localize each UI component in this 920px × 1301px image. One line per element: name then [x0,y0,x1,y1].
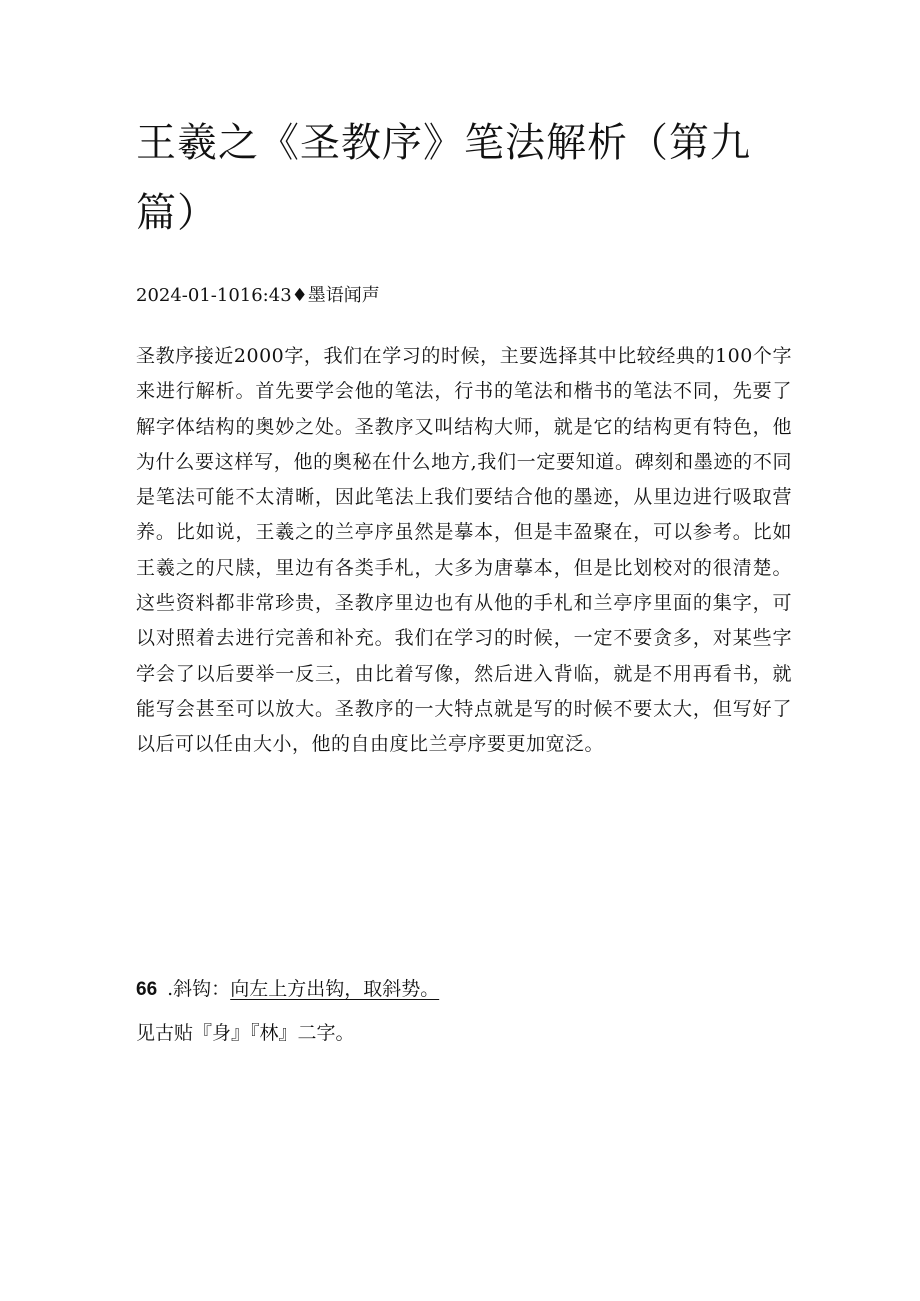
article-body: 圣教序接近2000字，我们在学习的时候，主要选择其中比较经典的100个字来进行解析。首先要学会他的笔法，行书的笔法和楷书的笔法不同，先要了解字体结构的奥妙之处。圣教序又叫结构大师，就是它的结构更有特色，他为什么要这样写，他的奥秘在什么地方,我们一定要知道。碑刻和墨迹的不同是笔法可能不太清晰，因此笔法上我们要结合他的墨迹，从里边进行吸取营养。比如说，王羲之的兰亭序虽然是摹本，但是丰盈聚在，可以参考。比如王羲之的尺牍，里边有各类手札，大多为唐摹本，但是比划校对的很清楚。这些资料都非常珍贵，圣教序里边也有从他的手札和兰亭序里面的集字，可以对照着去进行完善和补充。我们在学习的时候，一定不要贪多，对某些字学会了以后要举一反三，由比着写像，然后进入背临，就是不用再看书，就能写会甚至可以放大。圣教序的一大特点就是写的时候不要太大，但写好了以后可以任由大小，他的自由度比兰亭序要更加宽泛。 [136,345,792,756]
article-title: 王羲之《圣教序》笔法解析（第九篇） [136,120,751,236]
article-meta: 2024-01-1016:43♦墨语闻声 [136,285,380,306]
reference-note: 见古贴『身』『林』二字。 [136,1022,355,1044]
stroke-item [136,975,439,1004]
stroke-item-number: 66 [136,979,158,1000]
stroke-item-description: 向左上方出钩，取斜势。 [230,978,440,1000]
stroke-item-label: .斜钩： [167,978,231,1000]
